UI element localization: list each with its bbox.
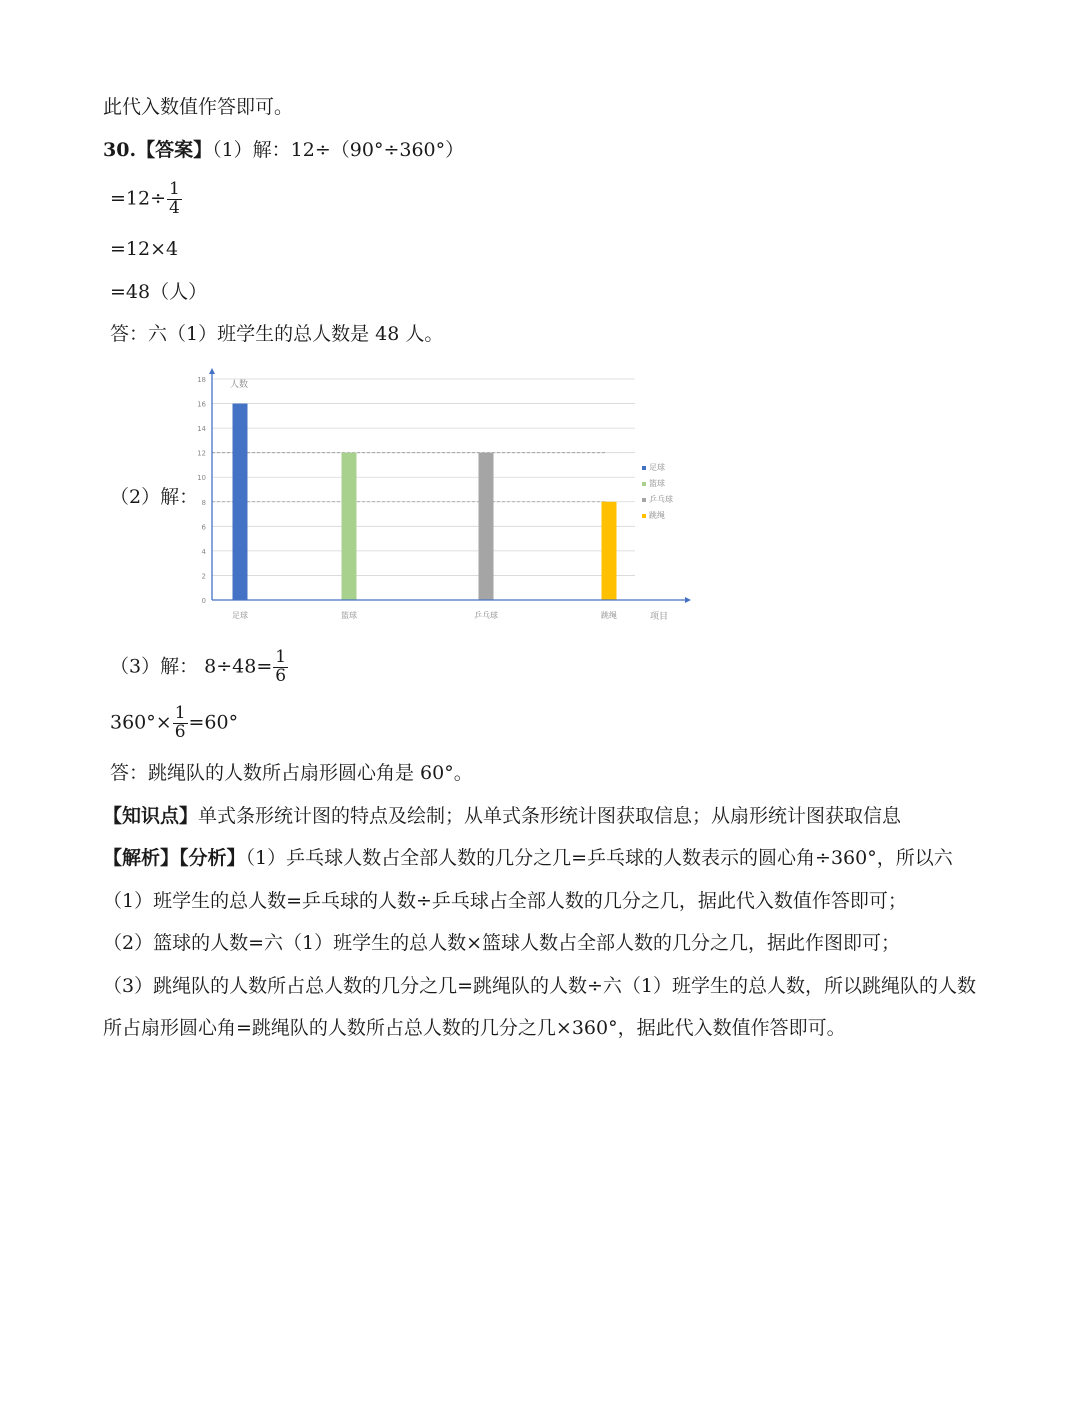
analysis-line-5: 所占扇形圆心角=跳绳队的人数所占总人数的几分之几×360°，据此代入数值作答即可。: [103, 1017, 846, 1039]
x-tick-4: 跳绳: [601, 611, 617, 620]
answer-total: 答：六（1）班学生的总人数是 48 人。: [110, 323, 444, 345]
analysis-line-3: （2）篮球的人数=六（1）班学生的总人数×篮球人数占全部人数的几分之几，据此作图即可；: [103, 932, 901, 954]
x-tick-1: 足球: [232, 611, 248, 620]
calc-step-2: =12×4: [110, 238, 179, 260]
knowledge-point-line: [103, 805, 901, 828]
y-tick-0: 0: [201, 597, 206, 605]
calc-step-1: [110, 181, 183, 218]
y-tick-16: 16: [197, 400, 206, 409]
part3-step-2-post: =60°: [188, 711, 239, 734]
y-tick-14: 14: [197, 425, 206, 434]
text-line-1: 此代入数值作答即可。: [103, 96, 294, 118]
analysis-line-2: （1）班学生的总人数=乒乓球的人数÷乒乓球占全部人数的几分之几，据此代入数值作答即可；: [103, 890, 907, 912]
answer-angle: 答：跳绳队的人数所占扇形圆心角是 60°。: [110, 762, 473, 784]
x-axis-label: 项目: [650, 612, 669, 622]
y-tick-4: 4: [201, 547, 206, 556]
x-tick-2: 篮球: [341, 611, 357, 620]
y-tick-2: 2: [201, 572, 206, 581]
part3-step-2: [110, 705, 238, 742]
y-tick-6: 6: [201, 523, 206, 532]
x-tick-3: 乒乓球: [474, 611, 498, 620]
y-tick-12: 12: [197, 449, 206, 458]
legend-label-4: 跳绳: [649, 511, 665, 520]
bar-2: [342, 453, 357, 600]
y-tick-18: 18: [197, 376, 206, 384]
analysis-text-1: （1）乒乓球人数占全部人数的几分之几=乒乓球的人数表示的圆心角÷360°，所以六: [245, 847, 953, 869]
y-axis-label: 人数: [230, 380, 249, 390]
question-number: 30.: [103, 139, 137, 161]
y-tick-10: 10: [197, 474, 206, 483]
part3-step-2-pre: 360°×: [110, 711, 172, 734]
legend-swatch-1: [642, 466, 646, 470]
legend-swatch-2: [642, 482, 646, 486]
part3-step-1-text: （3）解： 8÷48=: [110, 655, 273, 678]
y-axis-arrow: [209, 368, 215, 374]
chart-grid: [212, 379, 635, 575]
y-tick-8: 8: [201, 498, 206, 507]
bar-3: [479, 453, 494, 600]
legend-swatch-4: [642, 514, 646, 518]
knowledge-text: 单式条形统计图的特点及绘制；从单式条形统计图获取信息；从扇形统计图获取信息: [198, 805, 902, 827]
analysis-line-4: （3）跳绳队的人数所占总人数的几分之几=跳绳队的人数÷六（1）班学生的总人数，所以跳绳队的人数: [103, 975, 977, 997]
bar-4: [602, 502, 617, 600]
calc-step-1-text: =12÷: [110, 187, 167, 210]
part2-label: （2）解：: [110, 486, 199, 508]
question-30-answer-line: [103, 139, 464, 162]
chart-legend: [642, 462, 673, 520]
answer-tag: 【答案】: [136, 139, 213, 161]
answer-part1: （1）解：12÷（90°÷360°）: [212, 139, 465, 161]
legend-label-1: 足球: [649, 463, 665, 472]
legend-label-3: 乒乓球: [649, 495, 673, 504]
legend-label-2: 篮球: [649, 479, 665, 488]
bar-1: [233, 404, 248, 600]
x-tick-labels: [232, 610, 617, 620]
fraction-one-sixth-2: $\frac{1}{6}$: [174, 703, 186, 742]
analysis-tag: 【解析】【分析】: [103, 847, 246, 869]
analysis-line-1: [103, 847, 953, 870]
part3-step-1: [110, 649, 289, 686]
bar-chart: [190, 365, 700, 625]
y-tick-labels: [197, 376, 206, 605]
x-axis-arrow: [685, 597, 691, 603]
fraction-one-sixth: $\frac{1}{6}$: [275, 647, 287, 686]
knowledge-tag: 【知识点】: [103, 805, 199, 827]
legend-swatch-3: [642, 498, 646, 502]
fraction-one-quarter: $\frac{1}{4}$: [169, 179, 180, 218]
calc-step-3: =48（人）: [110, 281, 208, 303]
